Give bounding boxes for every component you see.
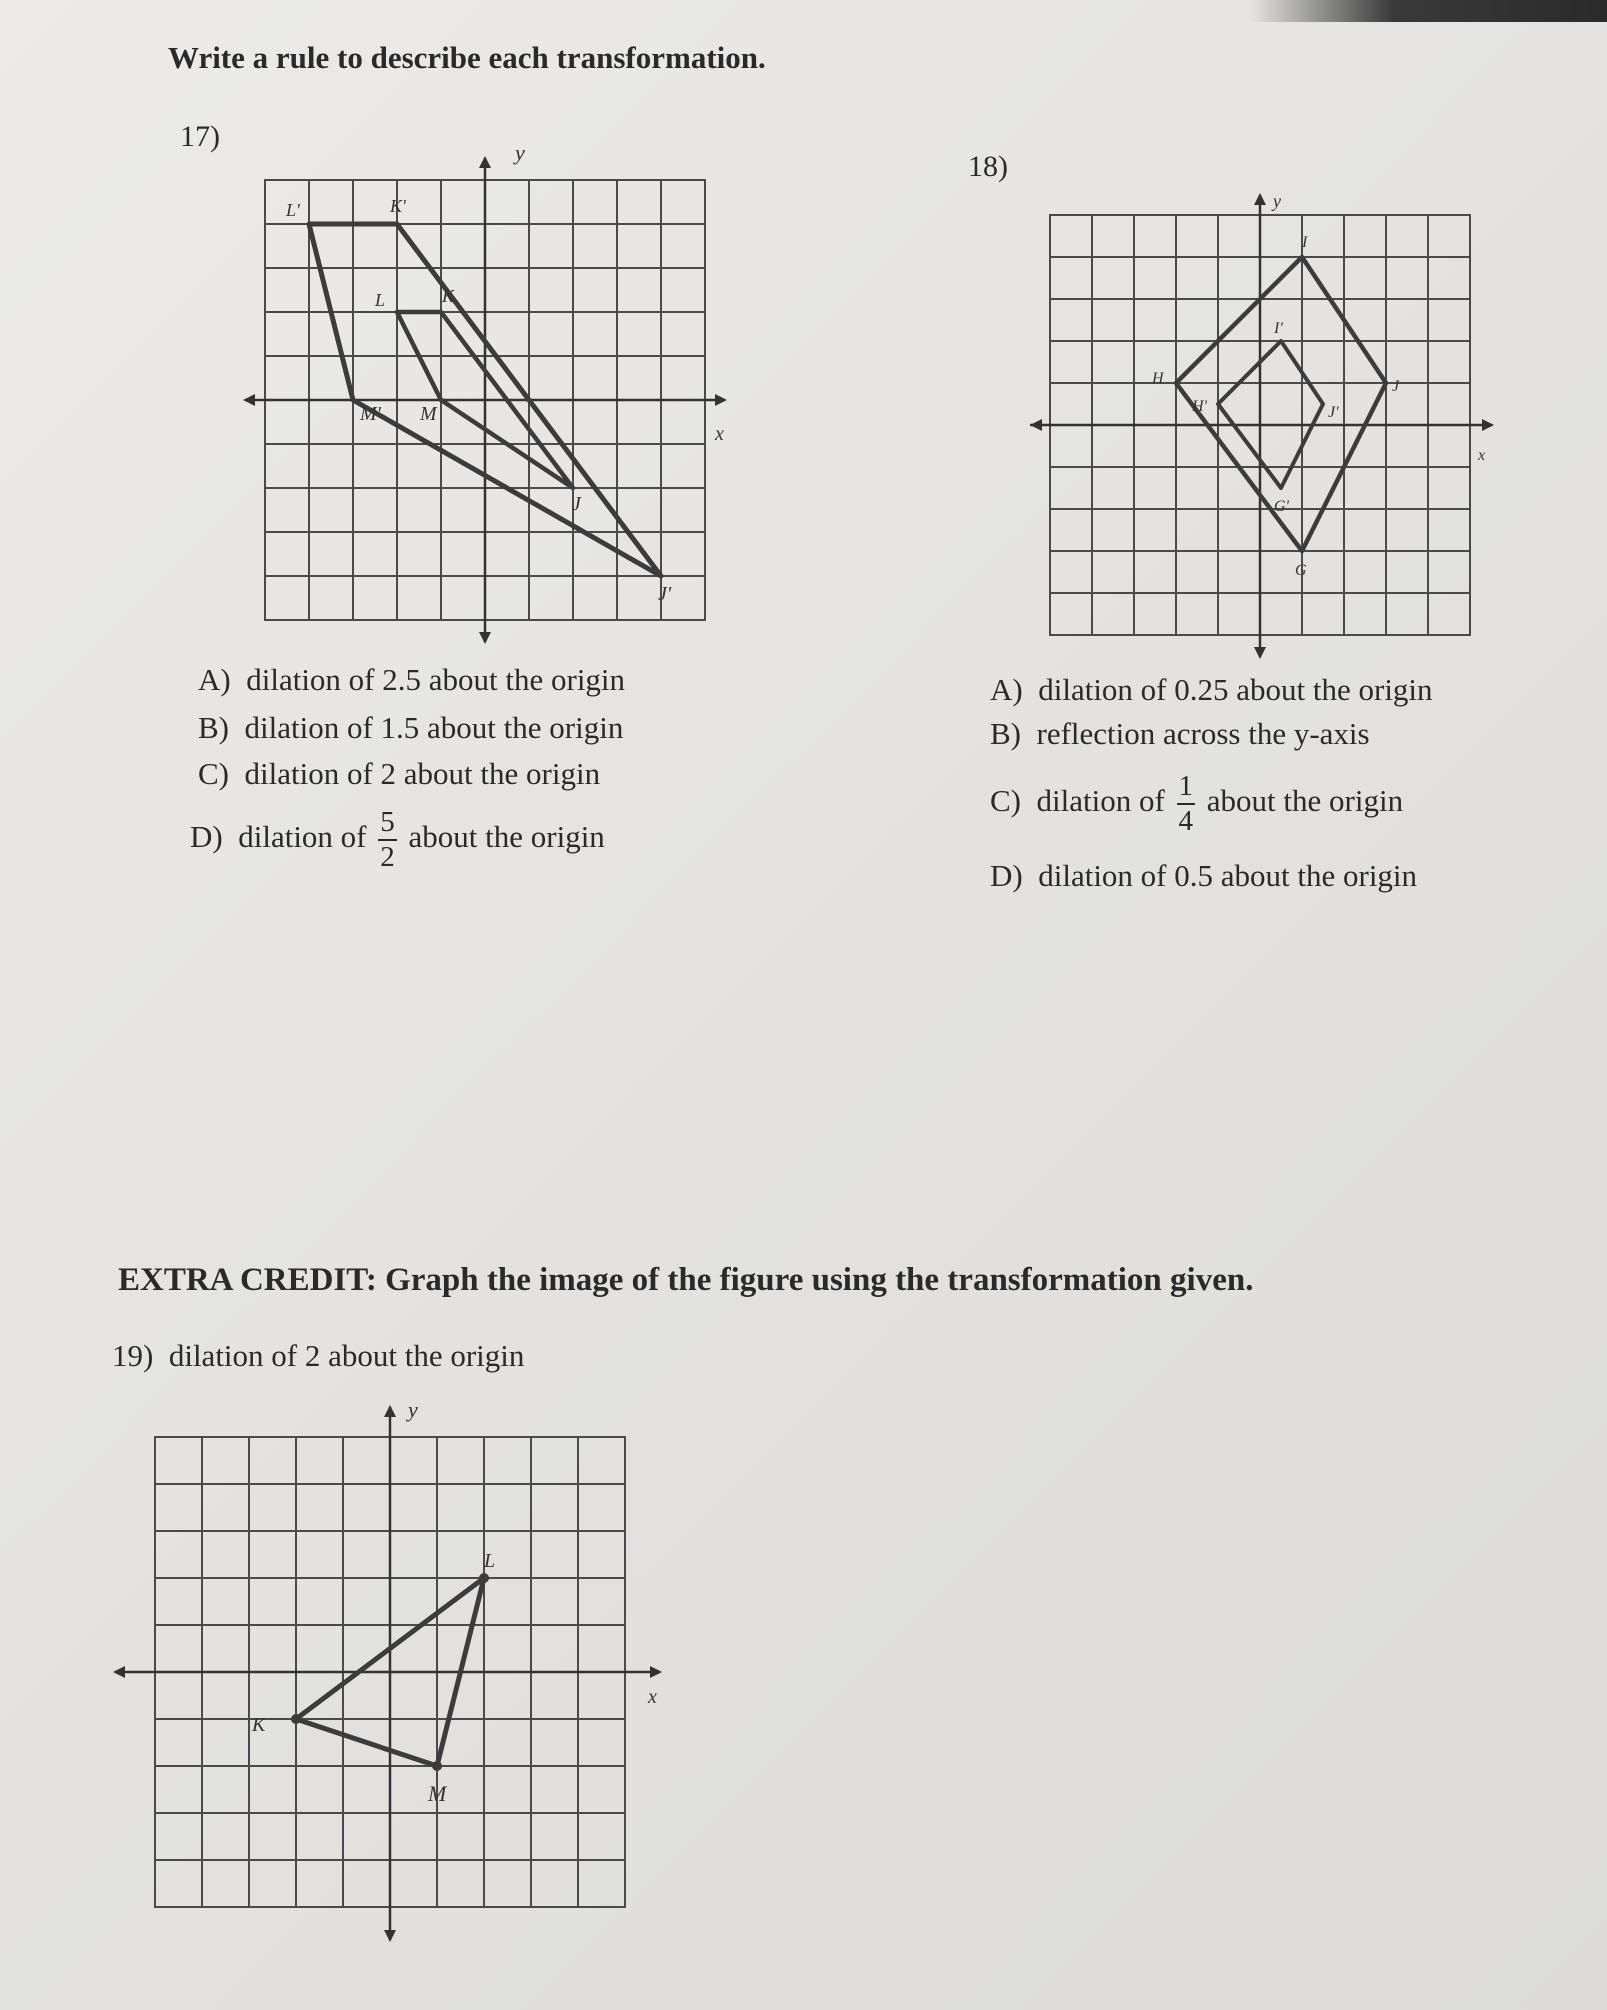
problem-18-x-label: x [1478,447,1486,464]
problem-18-axes [1030,195,1492,657]
choice-text: dilation of [238,819,367,855]
problem-18-image-figure [1218,341,1323,488]
x-axis-arrow-left [243,394,255,406]
y-axis-arrow-down [384,1930,396,1942]
problem-19-y-label: y [408,1397,418,1422]
label-j-prime: J' [658,583,672,605]
label-h-prime: H' [1192,398,1207,415]
label-j-prime: J' [1328,404,1339,421]
x-axis-arrow-right [1482,419,1494,431]
problem-18-number: 18) [968,150,1008,183]
label-m: M [428,1781,447,1806]
label-g: G [1295,562,1307,579]
y-axis-arrow-up [479,156,491,168]
y-axis-arrow-up [1254,193,1266,205]
page-edge-shadow [1250,0,1607,22]
y-axis-arrow-down [1254,647,1266,659]
choice-letter: B) [198,710,229,745]
problem-19-number: 19) [112,1338,154,1373]
label-i-prime: I' [1274,320,1283,337]
problem-17-choice-a [198,662,625,698]
problem-18-graph [1030,185,1500,665]
choice-letter: C) [990,783,1021,819]
label-h: H [1152,370,1164,387]
choice-letter: A) [990,672,1023,707]
vertex-m [432,1761,442,1771]
problem-17-x-label: x [715,423,724,445]
label-g-prime: G' [1274,498,1289,515]
label-k-prime: K' [390,196,406,216]
problem-17-graph [230,140,750,660]
x-axis-arrow-left [1030,419,1042,431]
instructions: Write a rule to describe each transformation. [168,40,766,75]
choice-text: dilation of 1.5 about the origin [244,710,624,745]
choice-letter: D) [990,858,1023,893]
problem-17-y-label: y [515,140,525,165]
problem-18-choice-d [990,858,1417,894]
problem-18-choice-c [990,772,1403,836]
problem-19-prompt [112,1338,524,1374]
choice-text: dilation of 0.5 about the origin [1038,858,1418,893]
extra-credit-heading: EXTRA CREDIT: Graph the image of the figure using the transformation given. [118,1262,1254,1298]
choice-text: about the origin [408,819,605,855]
problem-18-choice-b [990,716,1370,752]
y-axis-arrow-up [384,1405,396,1417]
choice-text: dilation of 2 about the origin [244,756,601,791]
problem-17-choice-c [198,756,600,792]
problem-18-y-label: y [1273,191,1281,211]
problem-18-choice-a [990,672,1433,708]
problem-17-number: 17) [180,120,220,153]
label-k: K [252,1714,266,1736]
label-k: K [442,286,455,306]
problem-19-text: dilation of 2 about the origin [168,1338,525,1373]
choice-letter: B) [990,716,1021,751]
fraction-five-halves [378,808,397,872]
x-axis-arrow-right [715,394,727,406]
label-j: J [572,493,581,515]
label-m-prime: M' [360,403,381,425]
label-l: L [484,1550,496,1572]
choice-text: reflection across the y-axis [1036,716,1370,751]
problem-19-graph [100,1395,680,1955]
vertex-l [479,1573,489,1583]
fraction-denominator: 2 [380,841,395,873]
x-axis-arrow-left [113,1666,125,1678]
choice-text: dilation of 2.5 about the origin [246,662,626,697]
choice-letter: C) [198,756,229,791]
choice-text: dilation of 0.25 about the origin [1038,672,1433,707]
choice-letter: A) [198,662,231,697]
x-axis-arrow-right [650,1666,662,1678]
label-l-prime: L' [286,200,300,220]
label-i: I [1302,234,1308,251]
fraction-numerator: 1 [1177,772,1196,805]
problem-17-choice-d [190,808,605,872]
label-m: M [420,403,437,425]
choice-letter: D) [190,819,223,855]
fraction-denominator: 4 [1178,805,1194,837]
choice-text: about the origin [1206,783,1404,819]
problem-19-x-label: x [648,1686,657,1708]
problem-17-choice-b [198,710,623,746]
label-l: L [375,290,386,310]
fraction-numerator: 5 [378,808,397,841]
y-axis-arrow-down [479,632,491,644]
fraction-one-quarter [1177,772,1196,836]
choice-text: dilation of [1036,783,1165,819]
label-j: J [1392,378,1400,395]
vertex-k [291,1714,301,1724]
